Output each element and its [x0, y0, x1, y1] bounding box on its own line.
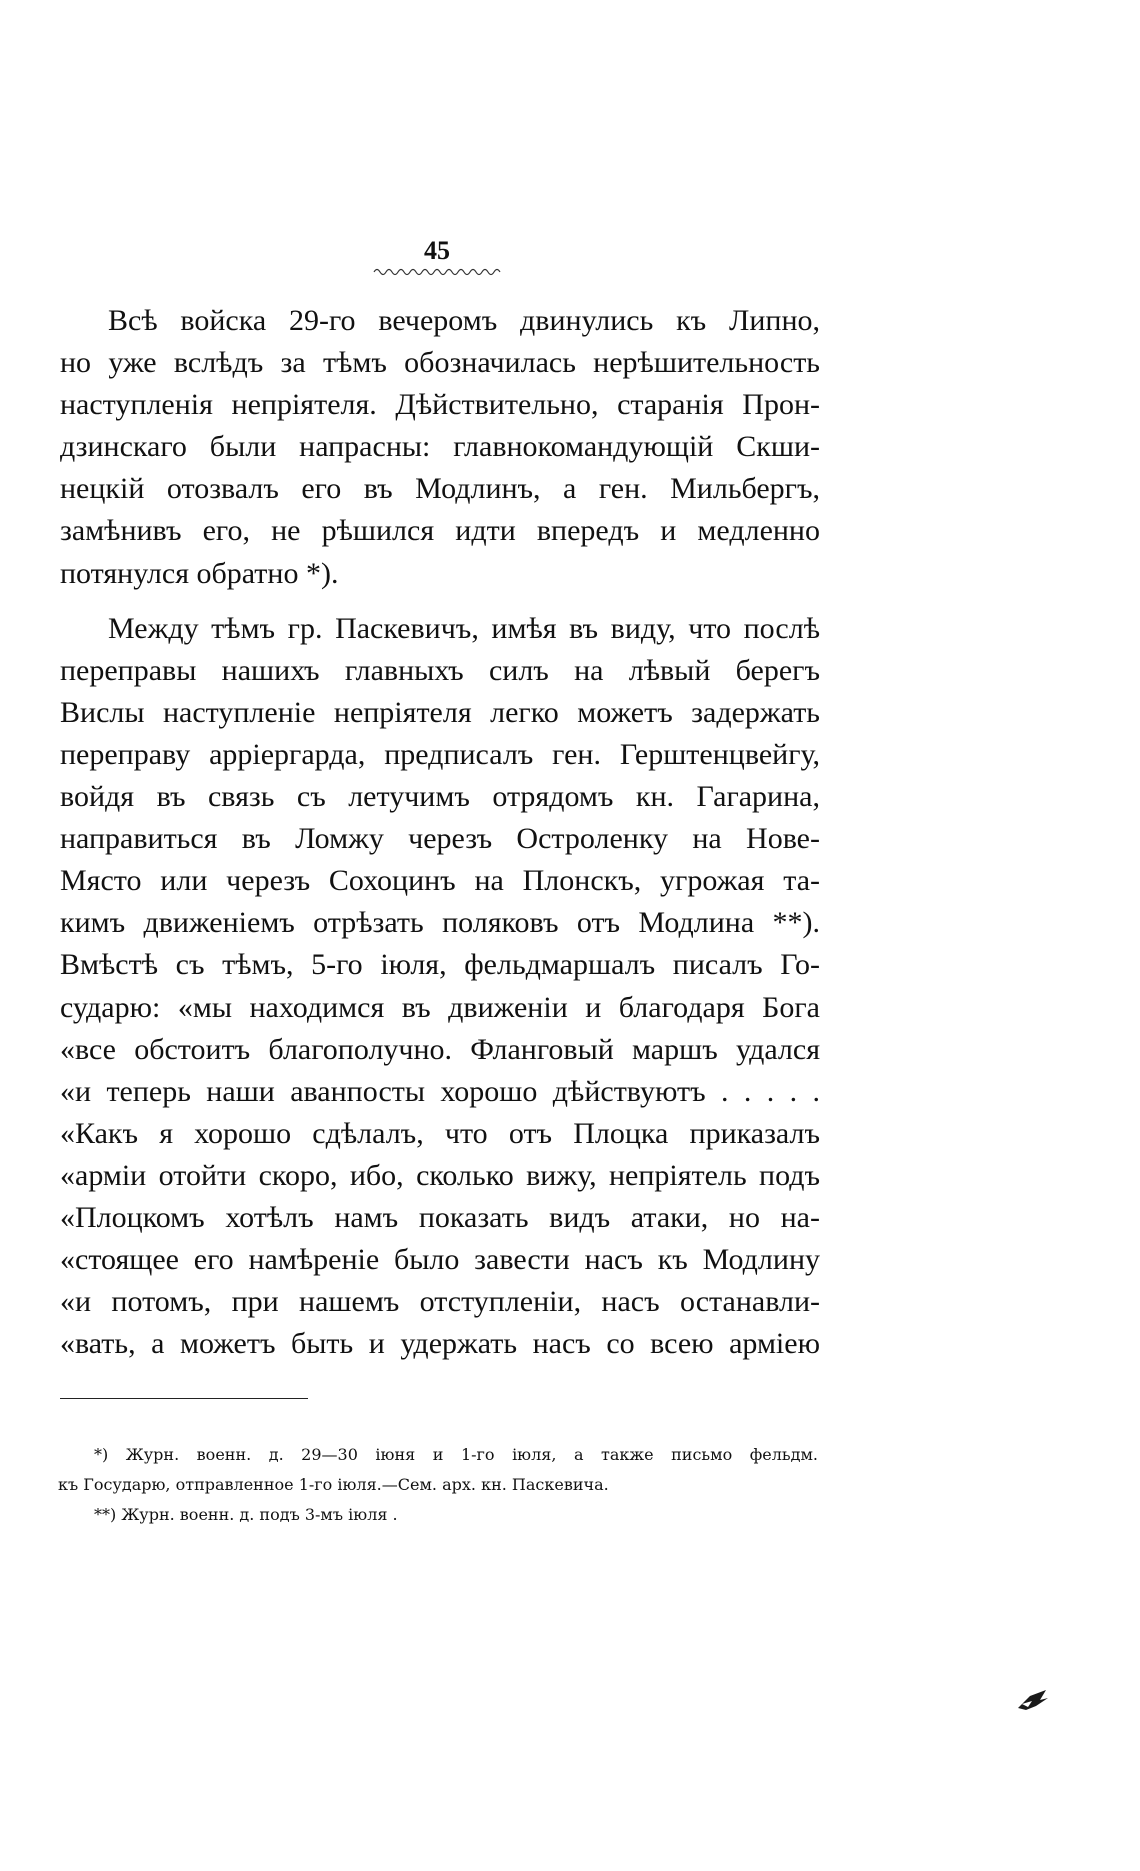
library-stamp-icon — [1016, 1688, 1050, 1712]
text-line: «все обстоитъ благополучно. Фланговый маршъ удался — [60, 1032, 820, 1066]
text-line: дзинскаго были напрасны: главнокомандующій Скши- — [60, 430, 820, 464]
text-line: направиться въ Ломжу черезъ Остроленку на Нове- — [60, 822, 820, 856]
text-line: кимъ движеніемъ отрѣзать поляковъ отъ Модлина **). — [60, 906, 820, 940]
text-line: «Какъ я хорошо сдѣлалъ, что отъ Плоцка приказалъ — [60, 1116, 820, 1150]
text-line: переправы нашихъ главныхъ силъ на лѣвый берегъ — [60, 653, 820, 687]
text-line: Вмѣстѣ съ тѣмъ, 5-го іюля, фельдмаршалъ писалъ Го- — [60, 948, 820, 982]
body-text — [60, 300, 820, 1365]
text-line: «и потомъ, при нашемъ отступленіи, насъ останавли- — [60, 1285, 820, 1319]
text-line: Всѣ войска 29-го вечеромъ двинулись къ Липно, — [108, 304, 820, 337]
page-number: 45 — [424, 236, 450, 265]
text-line: Място или черезъ Сохоцинъ на Плонскъ, угрожая та- — [60, 864, 820, 898]
text-line: «арміи отойти скоро, ибо, сколько вижу, непріятель подъ — [60, 1158, 820, 1192]
footnotes — [58, 1440, 818, 1530]
page-number-ornament — [372, 266, 504, 278]
text-line: «и теперь наши аванпосты хорошо дѣйствуютъ . . . . . — [60, 1074, 820, 1108]
footnote-rule — [60, 1398, 308, 1399]
text-line: Между тѣмъ гр. Паскевичъ, имѣя въ виду, что послѣ — [108, 611, 820, 645]
text-line: нецкій отозвалъ его въ Модлинъ, а ген. Мильбергъ, — [60, 472, 820, 506]
text-line: наступленія непріятеля. Дѣйствительно, старанія Прон- — [60, 388, 820, 422]
text-line: Вислы наступленіе непріятеля легко можетъ задержать — [60, 695, 820, 729]
text-line: но уже вслѣдъ за тѣмъ обозначилась нерѣшительность — [60, 346, 820, 380]
footnote-line: къ Государю, отправленное 1-го іюля.—Сем. арх. кн. Паскевича. — [58, 1475, 609, 1494]
text-line: «стоящее его намѣреніе было завести насъ къ Модлину — [60, 1243, 820, 1277]
text-line: «Плоцкомъ хотѣлъ намъ показать видъ атаки, но на- — [60, 1200, 820, 1234]
footnote — [58, 1440, 818, 1500]
footnote-line: **) Журн. военн. д. подъ 3-мъ іюля . — [94, 1505, 398, 1524]
footnote — [58, 1500, 818, 1530]
footnote-line: *) Журн. военн. д. 29—30 іюня и 1-го іюля, а также письмо фельдм. — [94, 1445, 818, 1464]
text-line: «вать, а можетъ быть и удержать насъ со всею арміею — [60, 1327, 820, 1361]
paragraph — [60, 300, 820, 595]
text-line: потянулся обратно *). — [60, 556, 339, 590]
text-line: замѣнивъ его, не рѣшился идти впередъ и медленно — [60, 514, 820, 548]
text-line: переправу арріергарда, предписалъ ген. Герштенцвейгу, — [60, 737, 820, 771]
paragraph — [60, 608, 820, 1366]
text-line: войдя въ связь съ летучимъ отрядомъ кн. Гагарина, — [60, 780, 820, 814]
text-line: сударю: «мы находимся въ движеніи и благодаря Бога — [60, 990, 820, 1024]
